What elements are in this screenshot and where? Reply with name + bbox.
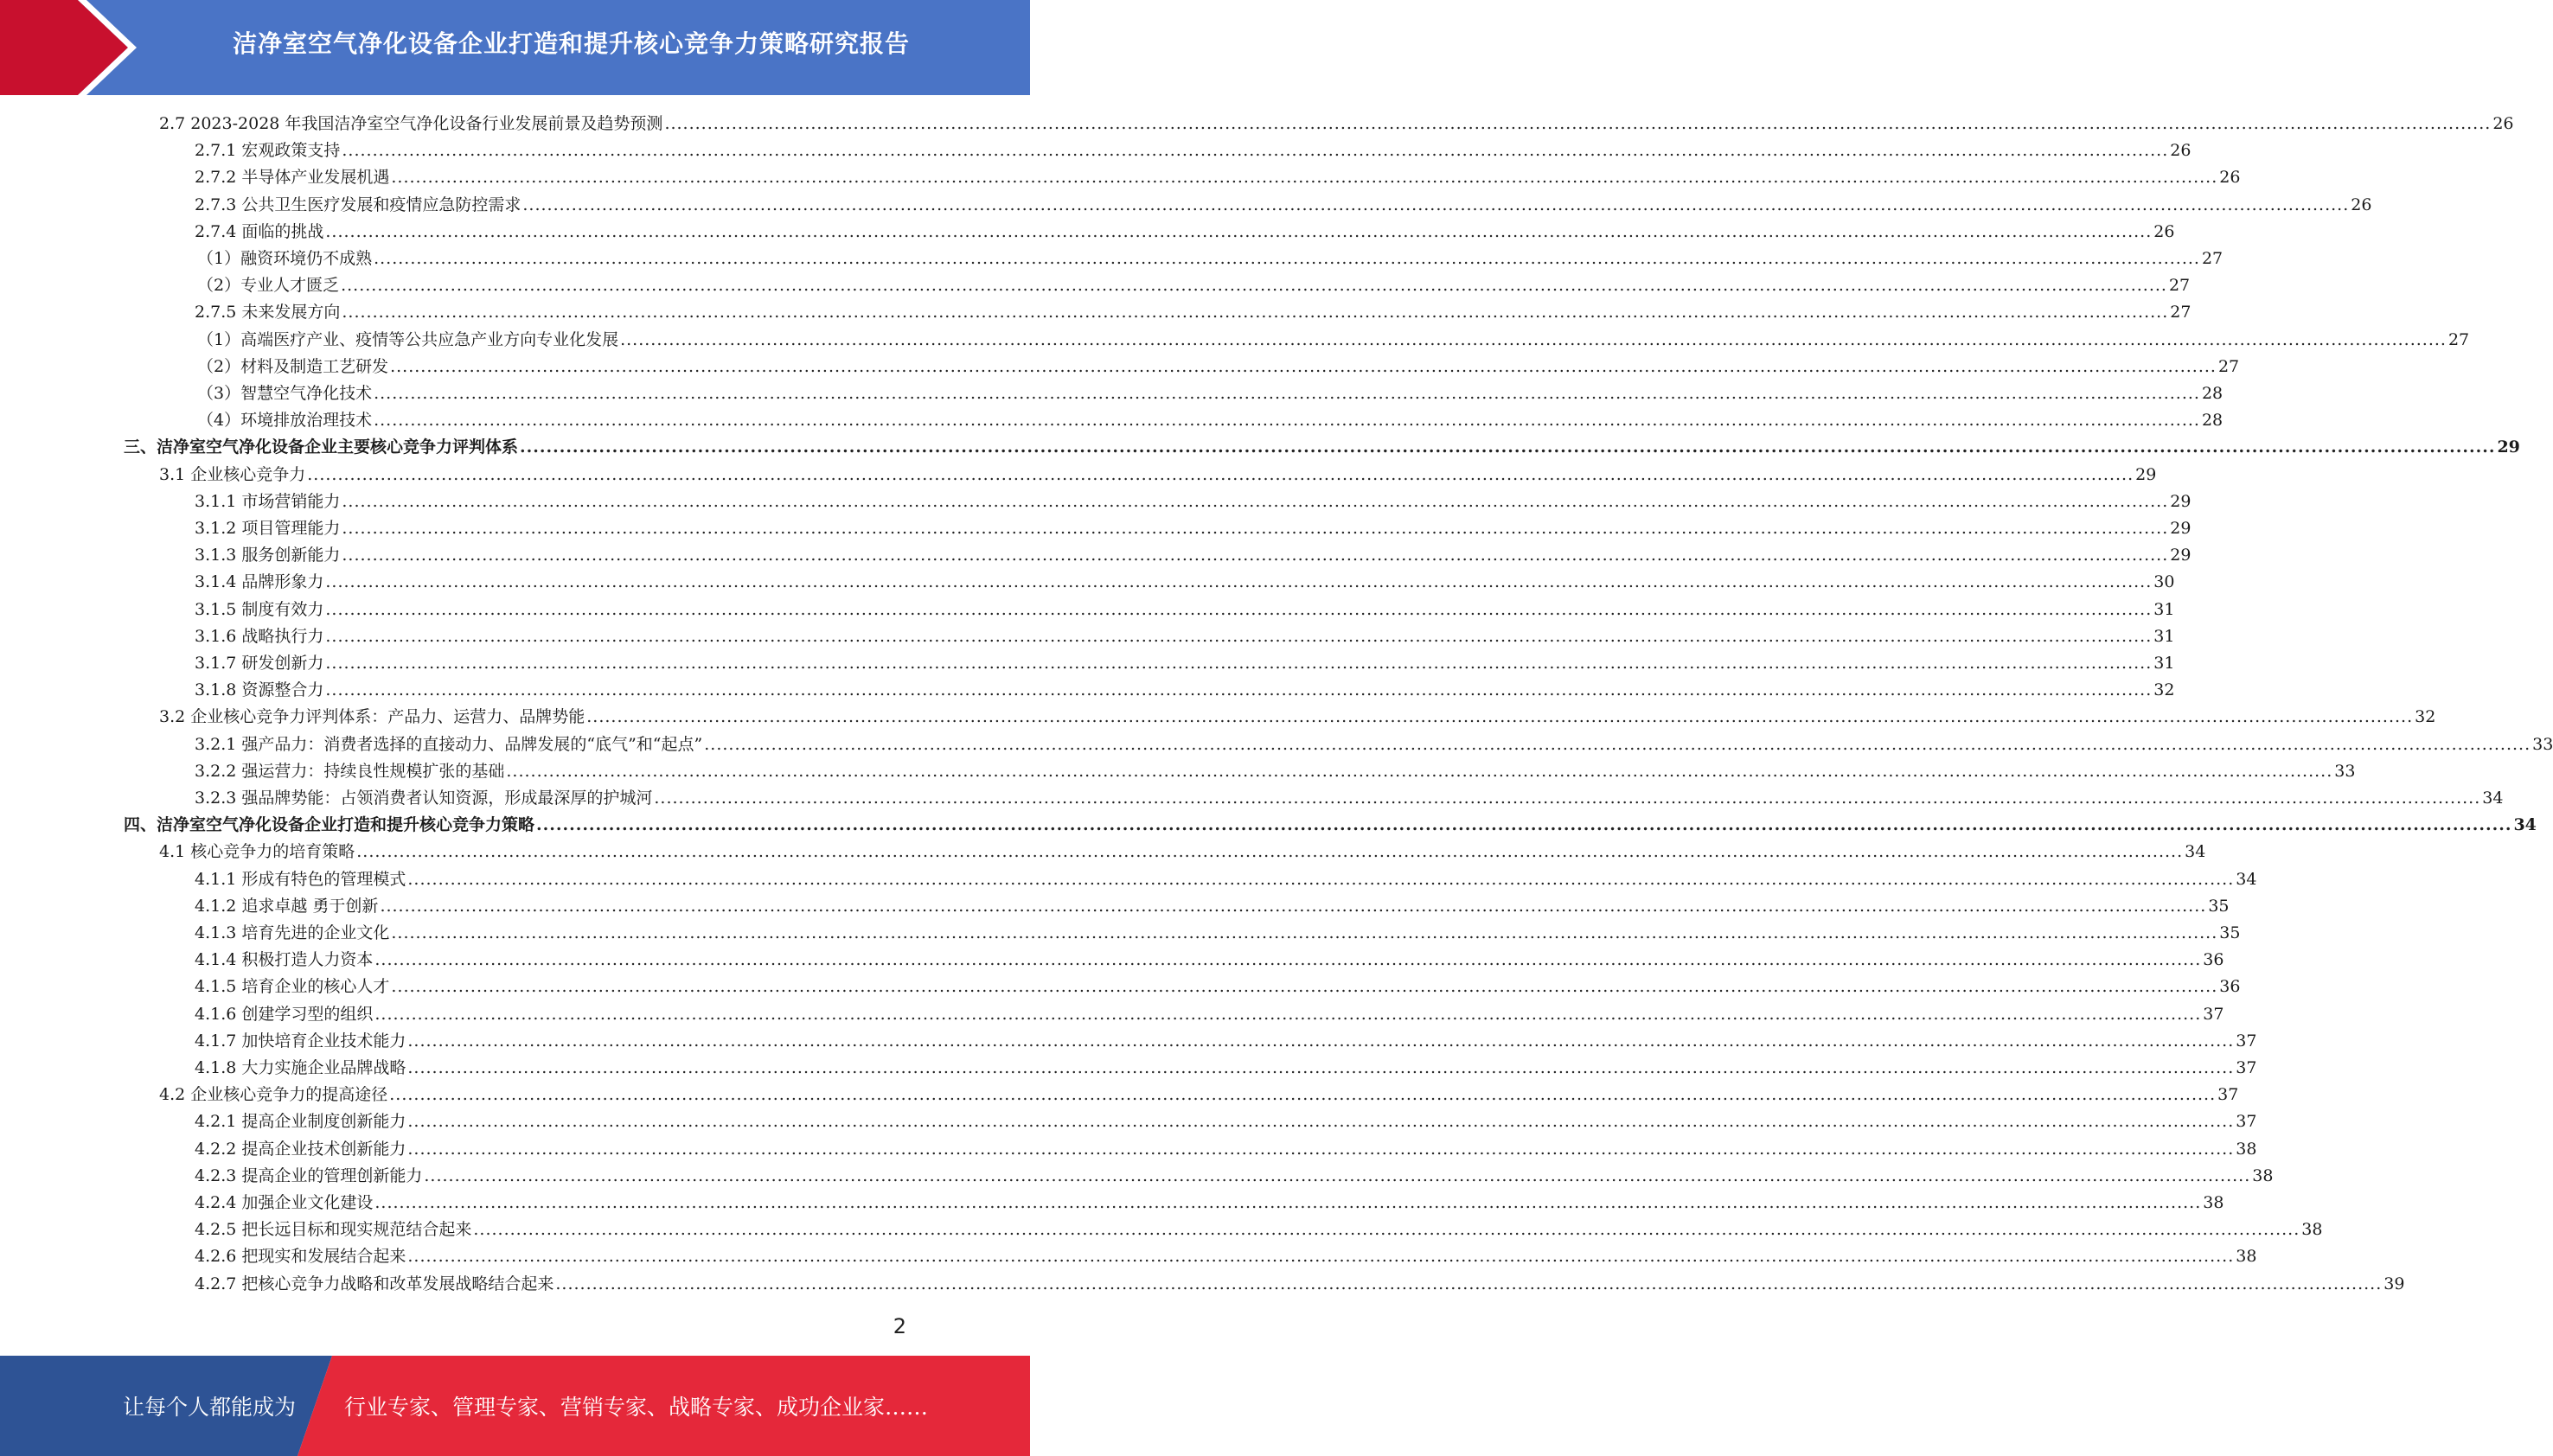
toc-leader-dots: ............................................................................................................................................................................................................................................................................................................	[704, 734, 2531, 754]
toc-leader-dots: ............................................................................................................................................................................................................................................................................................................	[307, 464, 2134, 484]
toc-entry-page: 38	[2252, 1165, 2274, 1185]
toc-entry-page: 33	[2532, 734, 2553, 754]
toc-entry[interactable]	[159, 111, 2514, 137]
toc-entry-page: 30	[2153, 572, 2175, 592]
toc-entry[interactable]	[195, 1055, 2257, 1082]
toc-leader-dots: ............................................................................................................................................................................................................................................................................................................	[522, 195, 2350, 214]
toc-leader-dots: ............................................................................................................................................................................................................................................................................................................	[506, 761, 2333, 781]
toc-leader-dots: ............................................................................................................................................................................................................................................................................................................	[374, 249, 2200, 268]
toc-entry-label: 3.1.4 品牌形象力	[195, 572, 324, 592]
toc-entry-label: 3.1.2 项目管理能力	[195, 519, 341, 538]
toc-entry-page: 34	[2236, 869, 2257, 889]
toc-leader-dots: ............................................................................................................................................................................................................................................................................................................	[407, 1031, 2235, 1050]
toc-leader-dots: ............................................................................................................................................................................................................................................................................................................	[325, 626, 2153, 646]
toc-entry-label: 4.1.2 追求卓越 勇于创新	[195, 896, 379, 916]
toc-leader-dots: ............................................................................................................................................................................................................................................................................................................	[356, 842, 2184, 862]
toc-entry[interactable]	[195, 1217, 2323, 1243]
toc-entry[interactable]	[195, 974, 2241, 1000]
toc-leader-dots: ............................................................................................................................................................................................................................................................................................................	[536, 815, 2512, 835]
toc-entry[interactable]	[195, 489, 2191, 515]
toc-entry-page: 26	[2153, 221, 2175, 241]
toc-leader-dots: ............................................................................................................................................................................................................................................................................................................	[342, 519, 2169, 538]
toc-entry[interactable]	[195, 893, 2230, 920]
toc-entry-label: 2.7.2 半导体产业发展机遇	[195, 168, 390, 188]
toc-entry-page: 34	[2513, 815, 2537, 835]
toc-entry-label: 4.2.7 把核心竞争力战略和改革发展战略结合起来	[195, 1274, 554, 1293]
toc-entry-page: 38	[2301, 1220, 2323, 1240]
toc-leader-dots: ............................................................................................................................................................................................................................................................................................................	[407, 1139, 2235, 1159]
footer-slogan-left: 让每个人都能成为	[123, 1395, 297, 1420]
toc-leader-dots: ............................................................................................................................................................................................................................................................................................................	[391, 977, 2218, 997]
toc-entry-label: 4.1.8 大力实施企业品牌战略	[195, 1058, 406, 1077]
toc-entry-page: 32	[2415, 707, 2436, 727]
toc-entry-label: 4.1.6 创建学习型的组织	[195, 1004, 374, 1024]
toc-entry-label: 3.2.1 强产品力：消费者选择的直接动力、品牌发展的“底气”和“起点”	[195, 734, 703, 754]
toc-entry[interactable]	[195, 677, 2175, 704]
toc-entry-page: 33	[2334, 761, 2356, 781]
toc-entry[interactable]	[195, 1271, 2405, 1298]
toc-leader-dots: ............................................................................................................................................................................................................................................................................................................	[341, 276, 2167, 296]
toc-entry-page: 29	[2170, 491, 2191, 511]
toc-entry-page: 32	[2153, 680, 2175, 700]
toc-entry-label: （1）高端医疗产业、疫情等公共应急产业方向专业化发展	[197, 329, 619, 349]
toc-leader-dots: ............................................................................................................................................................................................................................................................................................................	[555, 1274, 2383, 1293]
toc-leader-dots: ............................................................................................................................................................................................................................................................................................................	[473, 1220, 2300, 1240]
toc-entry[interactable]	[195, 597, 2175, 623]
toc-entry-label: 2.7 2023-2028 年我国洁净室空气净化设备行业发展前景及趋势预测	[159, 114, 663, 133]
toc-entry-page: 36	[2203, 950, 2224, 970]
toc-leader-dots: ............................................................................................................................................................................................................................................................................................................	[374, 950, 2202, 970]
toc-entry-page: 27	[2170, 303, 2191, 322]
toc-leader-dots: ............................................................................................................................................................................................................................................................................................................	[374, 1004, 2202, 1024]
toc-entry[interactable]	[195, 137, 2191, 164]
toc-entry-label: 4.2 企业核心竞争力的提高途径	[159, 1085, 388, 1105]
toc-entry-label: 3.1.1 市场营销能力	[195, 491, 341, 511]
toc-leader-dots: ............................................................................................................................................................................................................................................................................................................	[620, 329, 2447, 349]
toc-entry-page: 31	[2153, 599, 2175, 619]
toc-entry-page: 37	[2203, 1004, 2224, 1024]
toc-entry-label: （3）智慧空气净化技术	[197, 384, 373, 403]
toc-entry-label: 3.2.3 强品牌势能：占领消费者认知资源，形成最深厚的护城河	[195, 789, 653, 808]
toc-entry[interactable]	[195, 1001, 2224, 1028]
toc-leader-dots: ............................................................................................................................................................................................................................................................................................................	[520, 437, 2496, 457]
toc-entry-label: 2.7.1 宏观政策支持	[195, 141, 341, 161]
toc-entry-label: 4.2.6 把现实和发展结合起来	[195, 1247, 406, 1267]
toc-entry-page: 38	[2236, 1139, 2257, 1159]
toc-leader-dots: ............................................................................................................................................................................................................................................................................................................	[424, 1165, 2251, 1185]
toc-leader-dots: ............................................................................................................................................................................................................................................................................................................	[407, 1112, 2235, 1132]
toc-entry[interactable]	[195, 1190, 2224, 1217]
toc-entry-label: 4.2.3 提高企业的管理创新能力	[195, 1165, 423, 1185]
toc-leader-dots: ............................................................................................................................................................................................................................................................................................................	[407, 1247, 2235, 1267]
toc-entry[interactable]	[195, 731, 2553, 758]
toc-entry-label: 4.2.4 加强企业文化建设	[195, 1193, 374, 1212]
toc-entry-page: 28	[2201, 411, 2223, 431]
toc-leader-dots: ............................................................................................................................................................................................................................................................................................................	[586, 707, 2414, 727]
toc-entry[interactable]	[195, 785, 2504, 812]
toc-entry-page: 28	[2201, 384, 2223, 403]
toc-entry-page: 27	[2447, 329, 2470, 349]
toc-entry-label: 4.2.5 把长远目标和现实规范结合起来	[195, 1220, 472, 1240]
toc-leader-dots: ............................................................................................................................................................................................................................................................................................................	[664, 114, 2492, 133]
toc-entry-page: 37	[2236, 1058, 2257, 1077]
toc-entry-label: 3.1 企业核心竞争力	[159, 464, 306, 484]
toc-entry-label: 3.2 企业核心竞争力评判体系：产品力、运营力、品牌势能	[159, 707, 585, 727]
toc-entry-page: 35	[2208, 896, 2230, 916]
toc-entry-label: （4）环境排放治理技术	[197, 411, 373, 431]
toc-entry[interactable]	[124, 434, 2520, 461]
toc-leader-dots: ............................................................................................................................................................................................................................................................................................................	[391, 168, 2218, 188]
toc-entry-page: 27	[2168, 276, 2191, 296]
toc-entry-label: 3.1.3 服务创新能力	[195, 546, 341, 565]
toc-entry[interactable]	[195, 192, 2372, 219]
toc-entry[interactable]	[195, 1163, 2274, 1190]
toc-entry-label: 3.2.2 强运营力：持续良性规模扩张的基础	[195, 761, 505, 781]
toc-entry[interactable]	[159, 704, 2436, 731]
toc-entry-label: 3.1.6 战略执行力	[195, 626, 324, 646]
toc-leader-dots: ............................................................................................................................................................................................................................................................................................................	[325, 572, 2153, 592]
toc-entry-label: 4.1.7 加快培育企业技术能力	[195, 1031, 406, 1050]
toc-entry-page: 37	[2236, 1112, 2257, 1132]
header-banner	[0, 0, 1030, 95]
toc-entry[interactable]	[197, 327, 2470, 354]
toc-entry-label: 3.1.8 资源整合力	[195, 680, 324, 700]
toc-entry-label: 4.1.5 培育企业的核心人才	[195, 977, 390, 997]
toc-entry-page: 36	[2219, 977, 2241, 997]
toc-entry[interactable]	[124, 812, 2537, 839]
report-title: 洁净室空气净化设备企业打造和提升核心竞争力策略研究报告	[232, 29, 910, 58]
toc-entry-label: 4.1.1 形成有特色的管理模式	[195, 869, 406, 889]
toc-entry[interactable]	[195, 542, 2191, 569]
toc-entry-page: 29	[2497, 437, 2520, 457]
toc-leader-dots: ............................................................................................................................................................................................................................................................................................................	[374, 1193, 2202, 1212]
toc-entry[interactable]	[197, 272, 2191, 299]
toc-leader-dots: ............................................................................................................................................................................................................................................................................................................	[391, 923, 2218, 942]
toc-leader-dots: ............................................................................................................................................................................................................................................................................................................	[380, 896, 2207, 916]
toc-entry-label: 2.7.5 未来发展方向	[195, 303, 341, 322]
toc-entry-page: 39	[2383, 1274, 2405, 1293]
toc-entry-label: 4.2.2 提高企业技术创新能力	[195, 1139, 406, 1159]
toc-entry-page: 37	[2236, 1031, 2257, 1050]
toc-entry[interactable]	[195, 866, 2257, 893]
toc-entry-page: 34	[2185, 842, 2206, 862]
toc-entry-label: 2.7.3 公共卫生医疗发展和疫情应急防控需求	[195, 195, 521, 214]
toc-leader-dots: ............................................................................................................................................................................................................................................................................................................	[342, 141, 2169, 161]
toc-entry-page: 38	[2236, 1247, 2257, 1267]
toc-entry-page: 26	[2219, 168, 2241, 188]
toc-entry-label: 2.7.4 面临的挑战	[195, 221, 324, 241]
toc-leader-dots: ............................................................................................................................................................................................................................................................................................................	[374, 384, 2200, 403]
toc-entry[interactable]	[195, 623, 2175, 650]
toc-entry-page: 38	[2203, 1193, 2224, 1212]
toc-entry[interactable]	[195, 1136, 2257, 1163]
toc-entry[interactable]	[159, 839, 2206, 865]
toc-entry-page: 29	[2170, 546, 2191, 565]
toc-entry-page: 31	[2153, 626, 2175, 646]
toc-entry-page: 27	[2201, 249, 2223, 268]
toc-entry-label: 4.1.4 积极打造人力资本	[195, 950, 374, 970]
toc-entry-label: 3.1.5 制度有效力	[195, 599, 324, 619]
toc-entry[interactable]	[195, 758, 2356, 785]
toc-entry-label: 4.1 核心竞争力的培育策略	[159, 842, 355, 862]
toc-entry[interactable]	[159, 1082, 2239, 1108]
toc-entry[interactable]	[195, 947, 2224, 974]
toc-entry[interactable]	[195, 1243, 2257, 1270]
toc-leader-dots: ............................................................................................................................................................................................................................................................................................................	[325, 680, 2153, 700]
toc-leader-dots: ............................................................................................................................................................................................................................................................................................................	[325, 654, 2153, 673]
toc-entry-label: 三、洁净室空气净化设备企业主要核心竞争力评判体系	[124, 437, 519, 457]
footer-slogan-right: 行业专家、管理专家、营销专家、战略专家、成功企业家……	[344, 1395, 929, 1420]
toc-leader-dots: ............................................................................................................................................................................................................................................................................................................	[407, 869, 2235, 889]
footer-banner	[0, 1356, 1030, 1456]
toc-entry-page: 35	[2219, 923, 2241, 942]
toc-entry-page: 34	[2482, 789, 2504, 808]
toc-entry-page: 37	[2217, 1085, 2239, 1105]
toc-leader-dots: ............................................................................................................................................................................................................................................................................................................	[407, 1058, 2235, 1077]
toc-entry-label: 4.1.3 培育先进的企业文化	[195, 923, 390, 942]
toc-entry[interactable]	[195, 569, 2175, 596]
toc-entry-page: 29	[2170, 519, 2191, 538]
toc-entry-page: 26	[2170, 141, 2191, 161]
toc-entry[interactable]	[195, 219, 2175, 246]
toc-entry[interactable]	[197, 407, 2223, 434]
toc-entry-label: 3.1.7 研发创新力	[195, 654, 324, 673]
toc-entry-page: 31	[2153, 654, 2175, 673]
toc-entry[interactable]	[195, 920, 2241, 947]
toc-entry-page: 27	[2217, 356, 2240, 376]
toc-entry[interactable]	[195, 515, 2191, 542]
toc-entry-label: 4.2.1 提高企业制度创新能力	[195, 1112, 406, 1132]
toc-entry[interactable]	[195, 650, 2175, 677]
toc-entry[interactable]	[195, 164, 2241, 191]
page-number: 2	[893, 1314, 906, 1338]
toc-leader-dots: ............................................................................................................................................................................................................................................................................................................	[374, 411, 2200, 431]
toc-leader-dots: ............................................................................................................................................................................................................................................................................................................	[342, 303, 2169, 322]
toc-entry-page: 29	[2135, 464, 2157, 484]
red-chevron-logo	[0, 0, 147, 95]
toc-entry[interactable]	[197, 354, 2240, 380]
toc-entry[interactable]	[195, 1108, 2257, 1135]
toc-entry-label: （1）融资环境仍不成熟	[197, 249, 373, 268]
toc-entry-page: 26	[2492, 114, 2514, 133]
toc-entry[interactable]	[195, 1028, 2257, 1055]
toc-leader-dots: ............................................................................................................................................................................................................................................................................................................	[389, 1085, 2217, 1105]
toc-entry[interactable]	[195, 299, 2191, 326]
toc-leader-dots: ............................................................................................................................................................................................................................................................................................................	[325, 599, 2153, 619]
toc-leader-dots: ............................................................................................................................................................................................................................................................................................................	[390, 356, 2217, 376]
toc-leader-dots: ............................................................................................................................................................................................................................................................................................................	[342, 546, 2169, 565]
toc-entry[interactable]	[197, 380, 2223, 407]
toc-leader-dots: ............................................................................................................................................................................................................................................................................................................	[342, 491, 2169, 511]
toc-leader-dots: ............................................................................................................................................................................................................................................................................................................	[654, 789, 2481, 808]
toc-entry-label: （2）专业人才匮乏	[197, 276, 340, 296]
toc-entry-page: 26	[2351, 195, 2372, 214]
toc-entry-label: 四、洁净室空气净化设备企业打造和提升核心竞争力策略	[124, 815, 535, 835]
toc-entry-label: （2）材料及制造工艺研发	[197, 356, 389, 376]
toc-entry[interactable]	[197, 246, 2223, 272]
toc-leader-dots: ............................................................................................................................................................................................................................................................................................................	[325, 221, 2153, 241]
toc-entry[interactable]	[159, 462, 2157, 489]
